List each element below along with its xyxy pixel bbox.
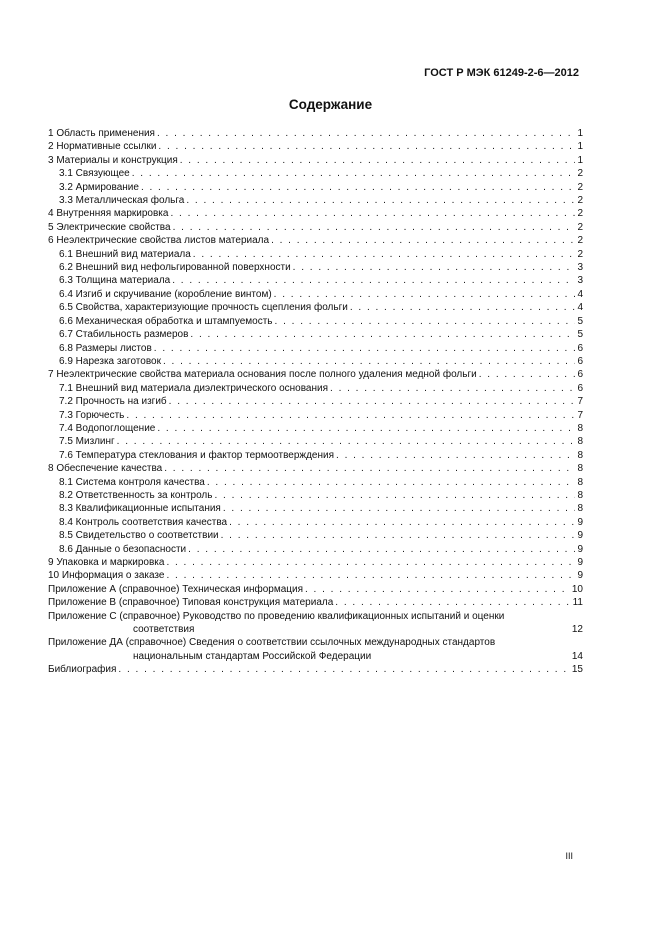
toc-entry-label: 2 Нормативные ссылки <box>48 141 157 153</box>
toc-leader-dots <box>173 221 576 234</box>
toc-leader-dots <box>207 476 576 489</box>
toc-entry-label: Библиография <box>48 664 117 676</box>
toc-entry-label: 1 Область применения <box>48 128 155 139</box>
toc-entry-page: 9 <box>577 570 583 582</box>
toc-entry-label: 3.1 Связующее <box>59 168 130 180</box>
toc-entry-label: 10 Информация о заказе <box>48 570 165 582</box>
toc-entry-label: 7.3 Горючесть <box>59 409 125 421</box>
toc-entry-label: Приложение В (справочное) Типовая конструкция материала <box>48 597 334 609</box>
toc-entry-page: 2 <box>577 235 583 247</box>
toc-leader-dots <box>330 382 575 395</box>
toc-entry[interactable] <box>48 489 583 502</box>
toc-entry-page: 9 <box>577 557 583 568</box>
toc-entry-label-continued: национальным стандартам Российской Федерации <box>133 650 372 662</box>
toc-entry-page: 4 <box>577 288 583 300</box>
toc-leader-dots <box>141 181 576 194</box>
toc-annex-entries <box>48 610 583 664</box>
toc-entry-label: 4 Внутренняя маркировка <box>48 208 169 220</box>
toc-entry[interactable] <box>48 395 583 408</box>
toc-entry-label: 6.9 Нарезка заготовок <box>59 355 161 367</box>
toc-entry[interactable] <box>48 449 583 462</box>
toc-entry-label: 6.7 Стабильность размеров <box>59 329 189 341</box>
toc-entry-page: 6 <box>577 355 583 367</box>
document-code-header: ГОСТ Р МЭК 61249-2-6—2012 <box>424 67 579 79</box>
toc-entry-page: 9 <box>577 516 583 528</box>
toc-entry-label: 7.6 Температура стеклования и фактор термоотверждения <box>59 449 335 461</box>
toc-entry-bibliography[interactable] <box>48 663 583 676</box>
toc-entry-page: 1 <box>577 154 583 166</box>
toc-entry-label: 6.8 Размеры листов <box>59 342 152 354</box>
toc-entry-page: 8 <box>577 449 583 461</box>
toc-entry[interactable] <box>48 476 583 489</box>
toc-entry[interactable] <box>48 596 583 609</box>
toc-entry[interactable] <box>48 422 583 435</box>
toc-entry-label: 6 Неэлектрические свойства листов материала <box>48 235 270 247</box>
toc-entry-page: 2 <box>577 248 583 260</box>
toc-leader-dots <box>221 529 576 542</box>
toc-leader-dots <box>274 288 576 301</box>
toc-entry-page: 12 <box>571 624 583 636</box>
toc-leader-dots <box>305 583 570 596</box>
toc-leader-dots <box>166 569 575 582</box>
toc-leader-dots <box>193 248 576 261</box>
toc-entry[interactable] <box>48 154 583 167</box>
toc-entry[interactable] <box>48 207 583 220</box>
toc-entry-page: 2 <box>577 195 583 207</box>
toc-leader-dots <box>186 194 575 207</box>
toc-leader-dots <box>157 127 575 140</box>
toc-entry[interactable] <box>48 435 583 448</box>
toc-entry-page: 6 <box>577 382 583 394</box>
toc-entry[interactable] <box>48 328 583 341</box>
toc-entry-page: 8 <box>577 436 583 448</box>
toc-entry-label: 6.4 Изгиб и скручивание (коробление винтом) <box>59 288 272 300</box>
toc-entry[interactable] <box>48 288 583 301</box>
toc-entry-page: 2 <box>577 208 583 220</box>
toc-entry-page: 7 <box>577 409 583 421</box>
toc-entry[interactable] <box>48 355 583 368</box>
toc-leader-dots <box>188 543 575 556</box>
toc-entry-page: 8 <box>577 489 583 501</box>
toc-leader-dots <box>190 328 575 341</box>
toc-entry-label: 3.3 Металлическая фольга <box>59 195 185 207</box>
toc-entry-page: 6 <box>577 369 583 381</box>
toc-entry-label: 7.1 Внешний вид материала диэлектрического основания <box>59 382 329 394</box>
toc-entry-label: 6.5 Свойства, характеризующие прочность сцепления фольги <box>59 302 348 314</box>
toc-leader-dots <box>293 261 576 274</box>
toc-entry-page: 11 <box>572 597 583 609</box>
toc-entry-label: 8.6 Данные о безопасности <box>59 543 187 555</box>
toc-entry-page: 1 <box>577 128 583 139</box>
toc-entry[interactable] <box>48 502 583 515</box>
toc-entry-label: 8 Обеспечение качества <box>48 463 163 475</box>
toc-entry-label: 6.2 Внешний вид нефольгированной поверхности <box>59 262 291 274</box>
toc-leader-dots <box>170 207 575 220</box>
toc-entry[interactable] <box>48 274 583 287</box>
toc-leader-dots <box>157 422 575 435</box>
toc-entry-label: Приложение ДА (справочное) Сведения о соответствии ссылочных международных стандартов <box>48 637 496 649</box>
toc-entry[interactable] <box>48 315 583 328</box>
toc-entry[interactable] <box>48 516 583 529</box>
toc-entry-label: 6.1 Внешний вид материала <box>59 248 191 260</box>
toc-entry-annex[interactable] <box>48 610 583 637</box>
toc-leader-dots <box>350 301 576 314</box>
toc-entry[interactable] <box>48 462 583 475</box>
toc-entry-page: 9 <box>577 543 583 555</box>
toc-entry-label: 8.5 Свидетельство о соответствии <box>59 530 219 542</box>
toc-entry-page: 6 <box>577 342 583 354</box>
toc-entry-label: 3 Материалы и конструкция <box>48 154 178 166</box>
toc-entry-page: 1 <box>577 141 583 153</box>
toc-entry-page: 2 <box>577 168 583 180</box>
toc-entry-continuation <box>48 650 583 663</box>
toc-entry-label: 9 Упаковка и маркировка <box>48 557 165 568</box>
toc-leader-dots <box>169 395 576 408</box>
toc-entries <box>48 127 583 610</box>
toc-entry[interactable] <box>48 127 583 140</box>
toc-leader-dots <box>335 596 570 609</box>
toc-entry[interactable] <box>48 382 583 395</box>
toc-entry-label: 8.3 Квалификационные испытания <box>59 503 221 515</box>
toc-leader-dots <box>336 449 575 462</box>
toc-entry-label: 6.3 Толщина материала <box>59 275 171 287</box>
toc-entry-label: 7.2 Прочность на изгиб <box>59 396 167 408</box>
toc-entry-label: 3.2 Армирование <box>59 181 139 193</box>
toc-entry[interactable] <box>48 221 583 234</box>
toc-leader-dots <box>126 409 575 422</box>
toc-entry-label: 7.5 Мизлинг <box>59 436 115 448</box>
page-title: Содержание <box>288 97 373 112</box>
toc-entry[interactable] <box>48 248 583 261</box>
toc-entry[interactable] <box>48 194 583 207</box>
toc-leader-dots <box>180 154 576 167</box>
toc-leader-dots <box>214 489 575 502</box>
toc-entry[interactable] <box>48 409 583 422</box>
table-of-contents <box>48 127 583 677</box>
toc-entry-page: 14 <box>571 650 583 662</box>
toc-entry-page: 8 <box>577 422 583 434</box>
toc-leader-dots <box>172 274 575 287</box>
toc-entry-page: 2 <box>577 221 583 233</box>
toc-entry[interactable] <box>48 556 583 569</box>
toc-entry[interactable] <box>48 301 583 314</box>
toc-entry-label: Приложение С (справочное) Руководство по проведению квалификационных испытаний и оценки <box>48 610 505 622</box>
toc-entry-continuation <box>48 623 583 636</box>
toc-leader-dots <box>163 355 575 368</box>
toc-entry-label: 5 Электрические свойства <box>48 221 171 233</box>
toc-leader-dots <box>223 502 576 515</box>
toc-entry-page: 9 <box>577 530 583 542</box>
toc-entry-page: 8 <box>577 503 583 515</box>
toc-entry[interactable] <box>48 583 583 596</box>
toc-leader-dots <box>117 435 576 448</box>
toc-leader-dots <box>275 315 576 328</box>
toc-leader-dots <box>158 140 575 153</box>
toc-entry-label: 8.4 Контроль соответствия качества <box>59 516 228 528</box>
toc-entry-page: 7 <box>577 396 583 408</box>
toc-entry-page: 8 <box>577 463 583 475</box>
toc-leader-dots <box>271 234 575 247</box>
toc-leader-dots <box>166 556 575 569</box>
toc-entry-label: 8.2 Ответственность за контроль <box>59 489 213 501</box>
toc-entry[interactable] <box>48 140 583 153</box>
toc-entry[interactable] <box>48 543 583 556</box>
toc-entry-label: 7 Неэлектрические свойства материала основания после полного удаления медной фольги <box>48 369 477 381</box>
toc-entry[interactable] <box>48 342 583 355</box>
toc-entry-annex[interactable] <box>48 636 583 663</box>
toc-entry-label: 7.4 Водопоглощение <box>59 422 156 434</box>
toc-entry[interactable] <box>48 261 583 274</box>
toc-entry-label-continued: соответствия <box>133 624 195 636</box>
toc-entry[interactable] <box>48 167 583 180</box>
toc-entry-page: 2 <box>577 181 583 193</box>
toc-entry-label: 6.6 Механическая обработка и штампуемость <box>59 315 273 327</box>
toc-entry-page: 10 <box>571 583 583 595</box>
toc-leader-dots <box>229 516 575 529</box>
toc-entry[interactable] <box>48 368 583 381</box>
toc-leader-dots <box>154 342 576 355</box>
toc-entry[interactable] <box>48 569 583 582</box>
page-number-roman: III <box>565 851 573 861</box>
toc-entry[interactable] <box>48 181 583 194</box>
toc-entry-page: 5 <box>577 315 583 327</box>
toc-leader-dots <box>164 462 575 475</box>
toc-entry[interactable] <box>48 529 583 542</box>
toc-leader-dots <box>479 368 576 381</box>
toc-entry-page: 3 <box>577 275 583 287</box>
toc-entry-page: 8 <box>577 476 583 488</box>
toc-entry-page: 15 <box>571 664 583 676</box>
toc-entry-page: 3 <box>577 262 583 274</box>
toc-leader-dots <box>132 167 576 180</box>
toc-entry[interactable] <box>48 234 583 247</box>
toc-entry-label: Приложение А (справочное) Техническая информация <box>48 583 303 595</box>
toc-leader-dots <box>118 663 569 676</box>
toc-entry-page: 5 <box>577 329 583 341</box>
toc-entry-page: 4 <box>577 302 583 314</box>
toc-entry-label: 8.1 Система контроля качества <box>59 476 205 488</box>
